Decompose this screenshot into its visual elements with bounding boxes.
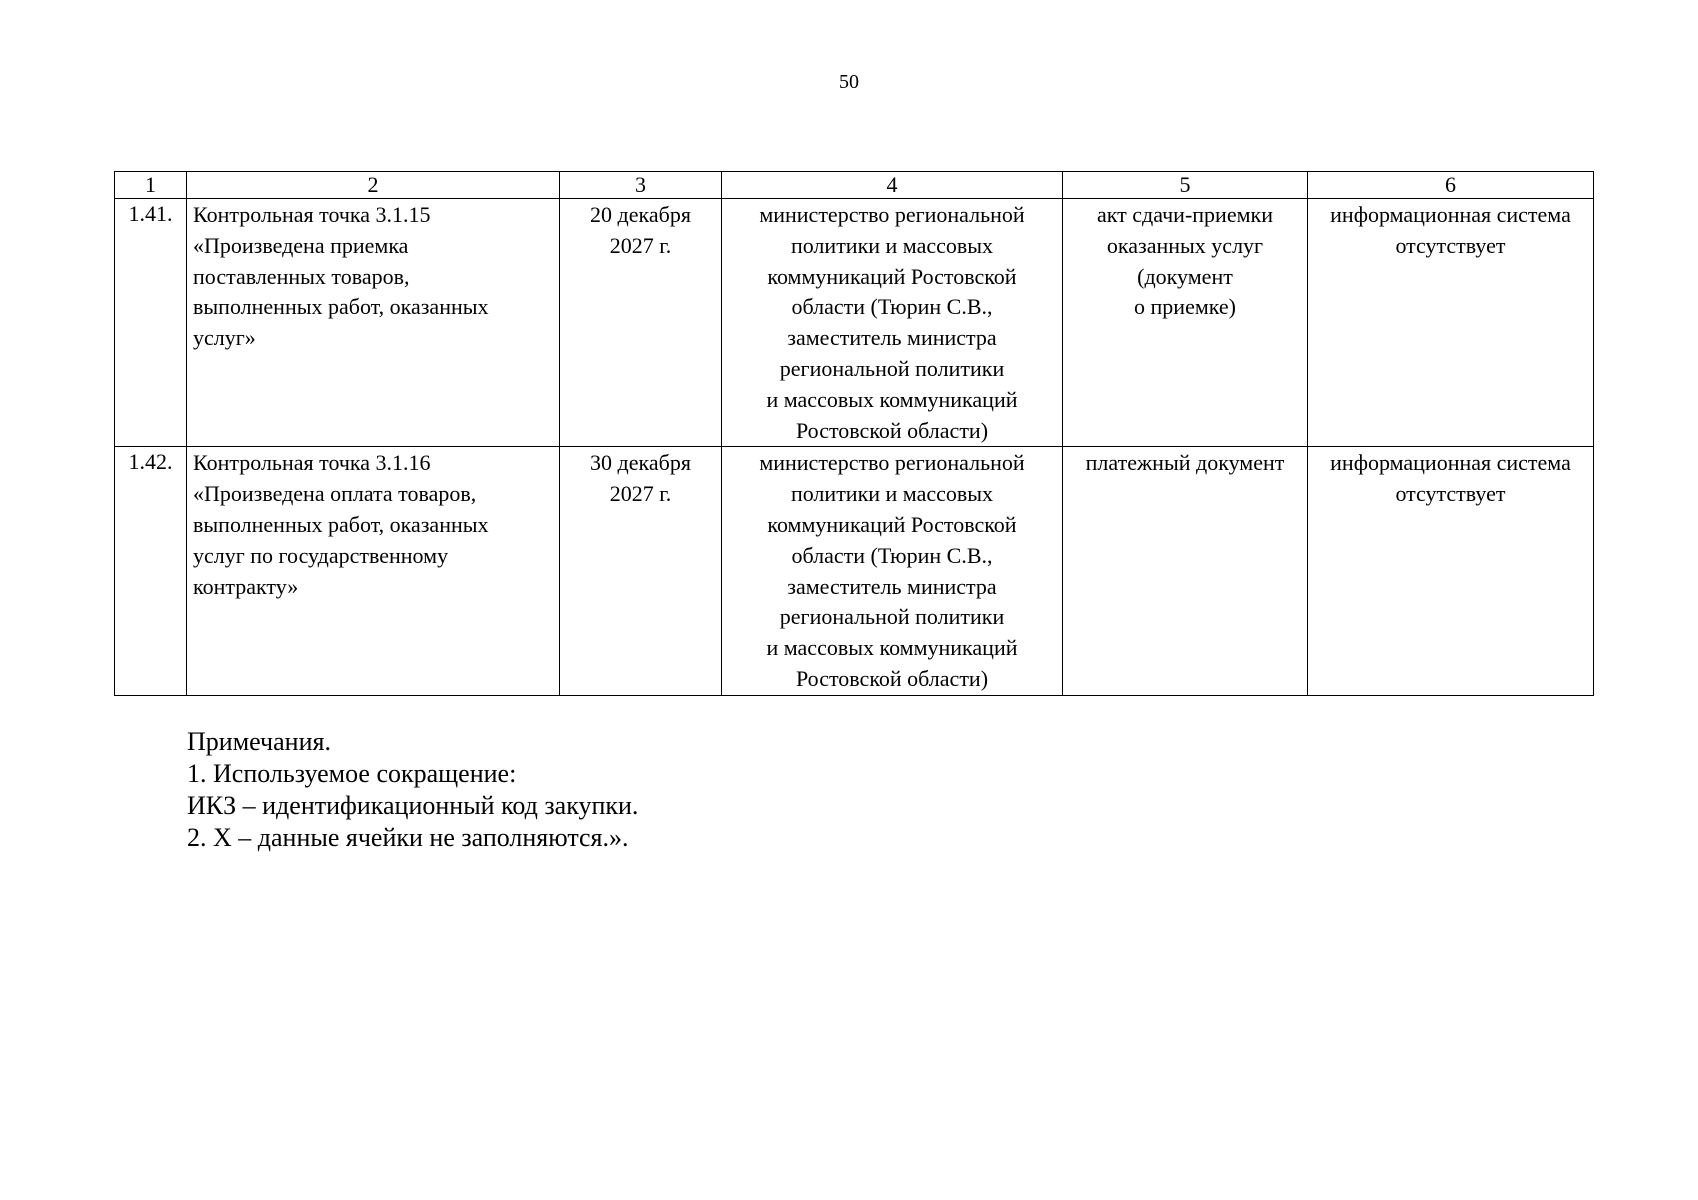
cell-line: политики и массовых bbox=[790, 481, 994, 507]
cell-line: области (Тюрин С.В., bbox=[791, 542, 993, 568]
cell-line: министерство региональной bbox=[759, 450, 1025, 476]
notes-title: Примечания. bbox=[187, 727, 331, 756]
document-cell bbox=[1063, 447, 1308, 695]
cell-line: отсутствует bbox=[1395, 232, 1506, 258]
cell-line: Контрольная точка 3.1.16 bbox=[193, 450, 431, 476]
cell-line: «Произведена оплата товаров, bbox=[193, 481, 477, 507]
cell-line: и массовых коммуникаций bbox=[766, 635, 1018, 661]
cell-line: оказанных услуг bbox=[1106, 232, 1264, 258]
name-cell bbox=[187, 199, 560, 447]
system-cell bbox=[1308, 447, 1594, 695]
note-line: 2. Х – данные ячейки не заполняются.». bbox=[187, 823, 629, 852]
cell-line: акт сдачи-приемки bbox=[1097, 202, 1273, 227]
responsible-cell bbox=[722, 199, 1063, 447]
system-cell bbox=[1308, 199, 1594, 447]
header-cell: 6 bbox=[1308, 172, 1594, 199]
cell-line: «Произведена приемка bbox=[193, 232, 409, 258]
cell-line: платежный документ bbox=[1085, 450, 1285, 476]
responsible-cell bbox=[722, 447, 1063, 695]
header-cell: 4 bbox=[722, 172, 1063, 199]
cell-line: отсутствует bbox=[1395, 481, 1506, 507]
cell-line: 2027 г. bbox=[609, 481, 672, 507]
cell-line: выполненных работ, оказанных bbox=[193, 294, 489, 320]
cell-line: выполненных работ, оказанных bbox=[193, 511, 489, 537]
cell-line: услуг по государственному bbox=[193, 542, 449, 568]
cell-line: и массовых коммуникаций bbox=[766, 386, 1018, 412]
cell-line: заместитель министра bbox=[787, 325, 997, 351]
cell-line: поставленных товаров, bbox=[193, 263, 410, 289]
row-number-cell bbox=[115, 447, 187, 695]
cell-line: политики и массовых bbox=[790, 232, 994, 258]
cell-line: коммуникаций Ростовской bbox=[767, 263, 1017, 289]
cell-line: Ростовской области) bbox=[795, 665, 989, 691]
header-cell: 1 bbox=[115, 172, 187, 199]
header-cell: 5 bbox=[1063, 172, 1308, 199]
table-row bbox=[115, 199, 1594, 447]
header-cell: 3 bbox=[560, 172, 722, 199]
document-cell bbox=[1063, 199, 1308, 447]
date-cell bbox=[560, 447, 722, 695]
cell-line: Ростовской области) bbox=[795, 417, 989, 443]
cell-line: региональной политики bbox=[779, 355, 1005, 381]
notes bbox=[187, 726, 638, 854]
cell-line: заместитель министра bbox=[787, 573, 997, 599]
cell-line: информационная система bbox=[1330, 202, 1571, 227]
row-number: 1.42. bbox=[128, 449, 173, 475]
cell-line: (документ bbox=[1137, 263, 1233, 289]
table-header-row bbox=[115, 172, 1594, 199]
header-cell: 2 bbox=[187, 172, 560, 199]
note-line: 1. Используемое сокращение: bbox=[187, 759, 517, 788]
cell-line: о приемке) bbox=[1134, 294, 1236, 320]
cell-line: 30 декабря bbox=[590, 450, 691, 476]
cell-line: услуг» bbox=[193, 325, 256, 351]
note-line: ИКЗ – идентификационный код закупки. bbox=[187, 791, 639, 820]
page-number: 50 bbox=[839, 71, 859, 93]
cell-line: региональной политики bbox=[779, 604, 1005, 630]
cell-line: контракту» bbox=[193, 573, 299, 599]
cell-line: 2027 г. bbox=[609, 232, 672, 258]
table-row bbox=[115, 447, 1594, 695]
cell-line: Контрольная точка 3.1.15 bbox=[193, 202, 431, 227]
cell-line: информационная система bbox=[1330, 450, 1571, 476]
name-cell bbox=[187, 447, 560, 695]
row-number-cell bbox=[115, 199, 187, 447]
cell-line: области (Тюрин С.В., bbox=[791, 294, 993, 320]
cell-line: 20 декабря bbox=[590, 202, 691, 227]
control-points-table bbox=[114, 171, 1594, 696]
date-cell bbox=[560, 199, 722, 447]
row-number: 1.41. bbox=[128, 201, 173, 226]
cell-line: министерство региональной bbox=[759, 202, 1025, 227]
cell-line: коммуникаций Ростовской bbox=[767, 511, 1017, 537]
